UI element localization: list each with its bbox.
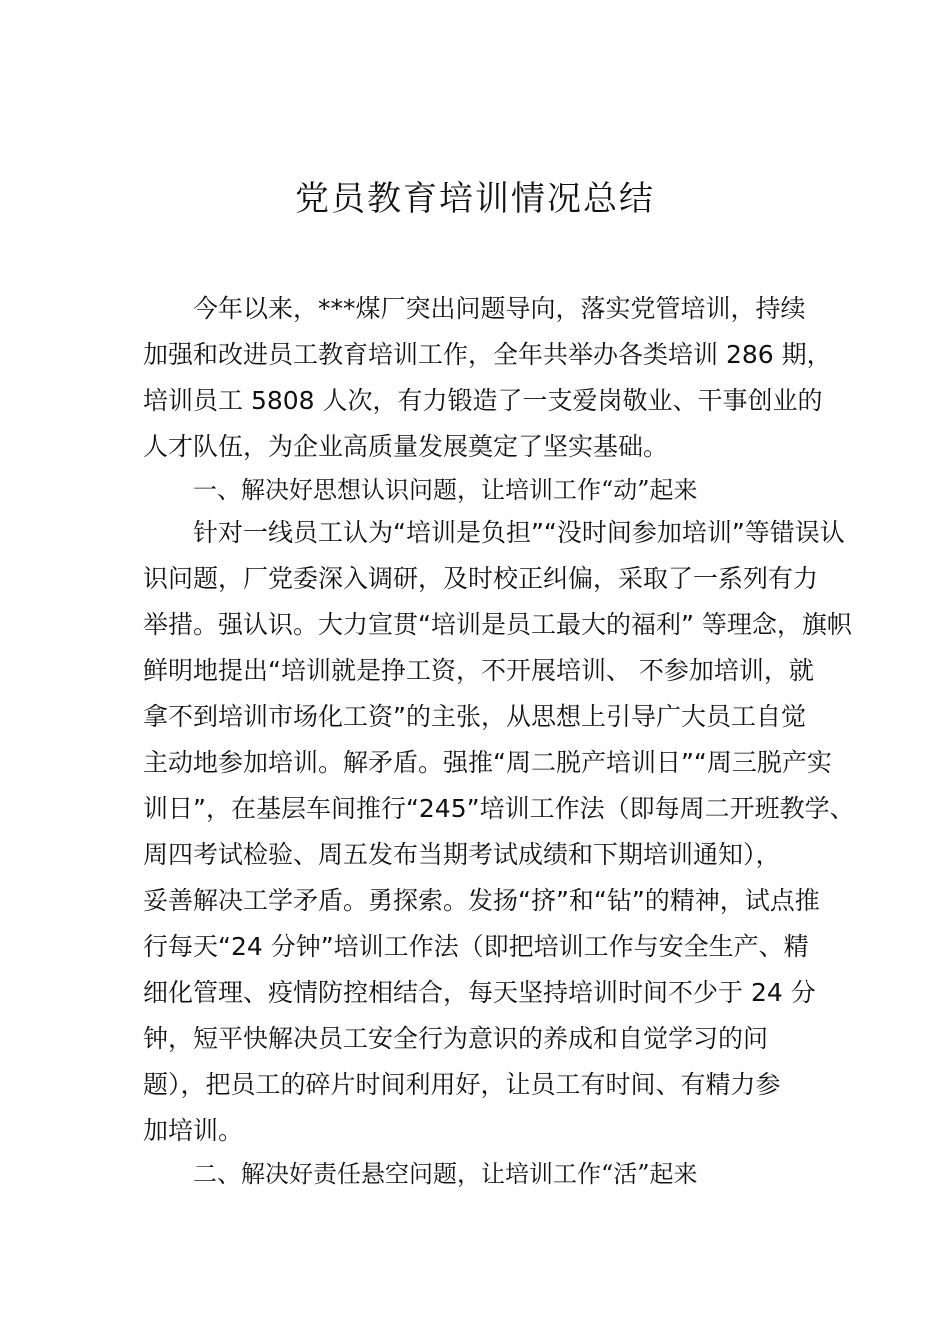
paragraph-line: 细化管理、疫情防控相结合，每天坚持培训时间不少于 24 分 [143, 978, 816, 1007]
paragraph-line: 识问题，厂党委深入调研，及时校正纠偏，采取了一系列有力 [143, 564, 819, 593]
paragraph-line: 培训员工 5808 人次，有力锻造了一支爱岗敬业、干事创业的 [143, 386, 823, 415]
section-heading: 二、解决好责任悬空问题，让培训工作“活”起来 [193, 1160, 698, 1188]
paragraph-line: 行每天“24 分钟”培训工作法（即把培训工作与安全生产、精 [143, 932, 809, 961]
paragraph-line: 鲜明地提出“培训就是挣工资，不开展培训、 不参加培训，就 [143, 656, 814, 685]
paragraph-line: 题），把员工的碎片时间利用好，让员工有时间、有精力参 [143, 1070, 781, 1099]
paragraph-line: 主动地参加培训。解矛盾。强推“周二脱产培训日”“周三脱产实 [143, 748, 832, 777]
paragraph-line: 钟，短平快解决员工安全行为意识的养成和自觉学习的问 [143, 1024, 769, 1053]
paragraph-line: 人才队伍，为企业高质量发展奠定了坚实基础。 [143, 432, 669, 461]
paragraph-line: 加强和改进员工教育培训工作，全年共举办各类培训 286 期， [143, 340, 832, 369]
paragraph-line: 今年以来，***煤厂突出问题导向，落实党管培训，持续 [193, 294, 806, 323]
paragraph-line: 妥善解决工学矛盾。勇探索。发扬“挤”和“钻”的精神，试点推 [143, 886, 820, 915]
paragraph-line: 针对一线员工认为“培训是负担”“没时间参加培训”等错误认 [193, 518, 845, 547]
paragraph-line: 加培训。 [143, 1116, 244, 1145]
paragraph-line: 举措。强认识。大力宣贯“培训是员工最大的福利” 等理念，旗帜 [143, 610, 852, 639]
paragraph-line: 拿不到培训市场化工资”的主张，从思想上引导广大员工自觉 [143, 702, 806, 731]
paragraph-line: 周四考试检验、周五发布当期考试成绩和下期培训通知）， [143, 840, 781, 869]
paragraph-line: 训日”，在基层车间推行“245”培训工作法（即每周二开班教学、 [143, 794, 855, 823]
section-heading: 一、解决好思想认识问题，让培训工作“动”起来 [193, 476, 698, 504]
document-title: 党员教育培训情况总结 [295, 179, 655, 219]
